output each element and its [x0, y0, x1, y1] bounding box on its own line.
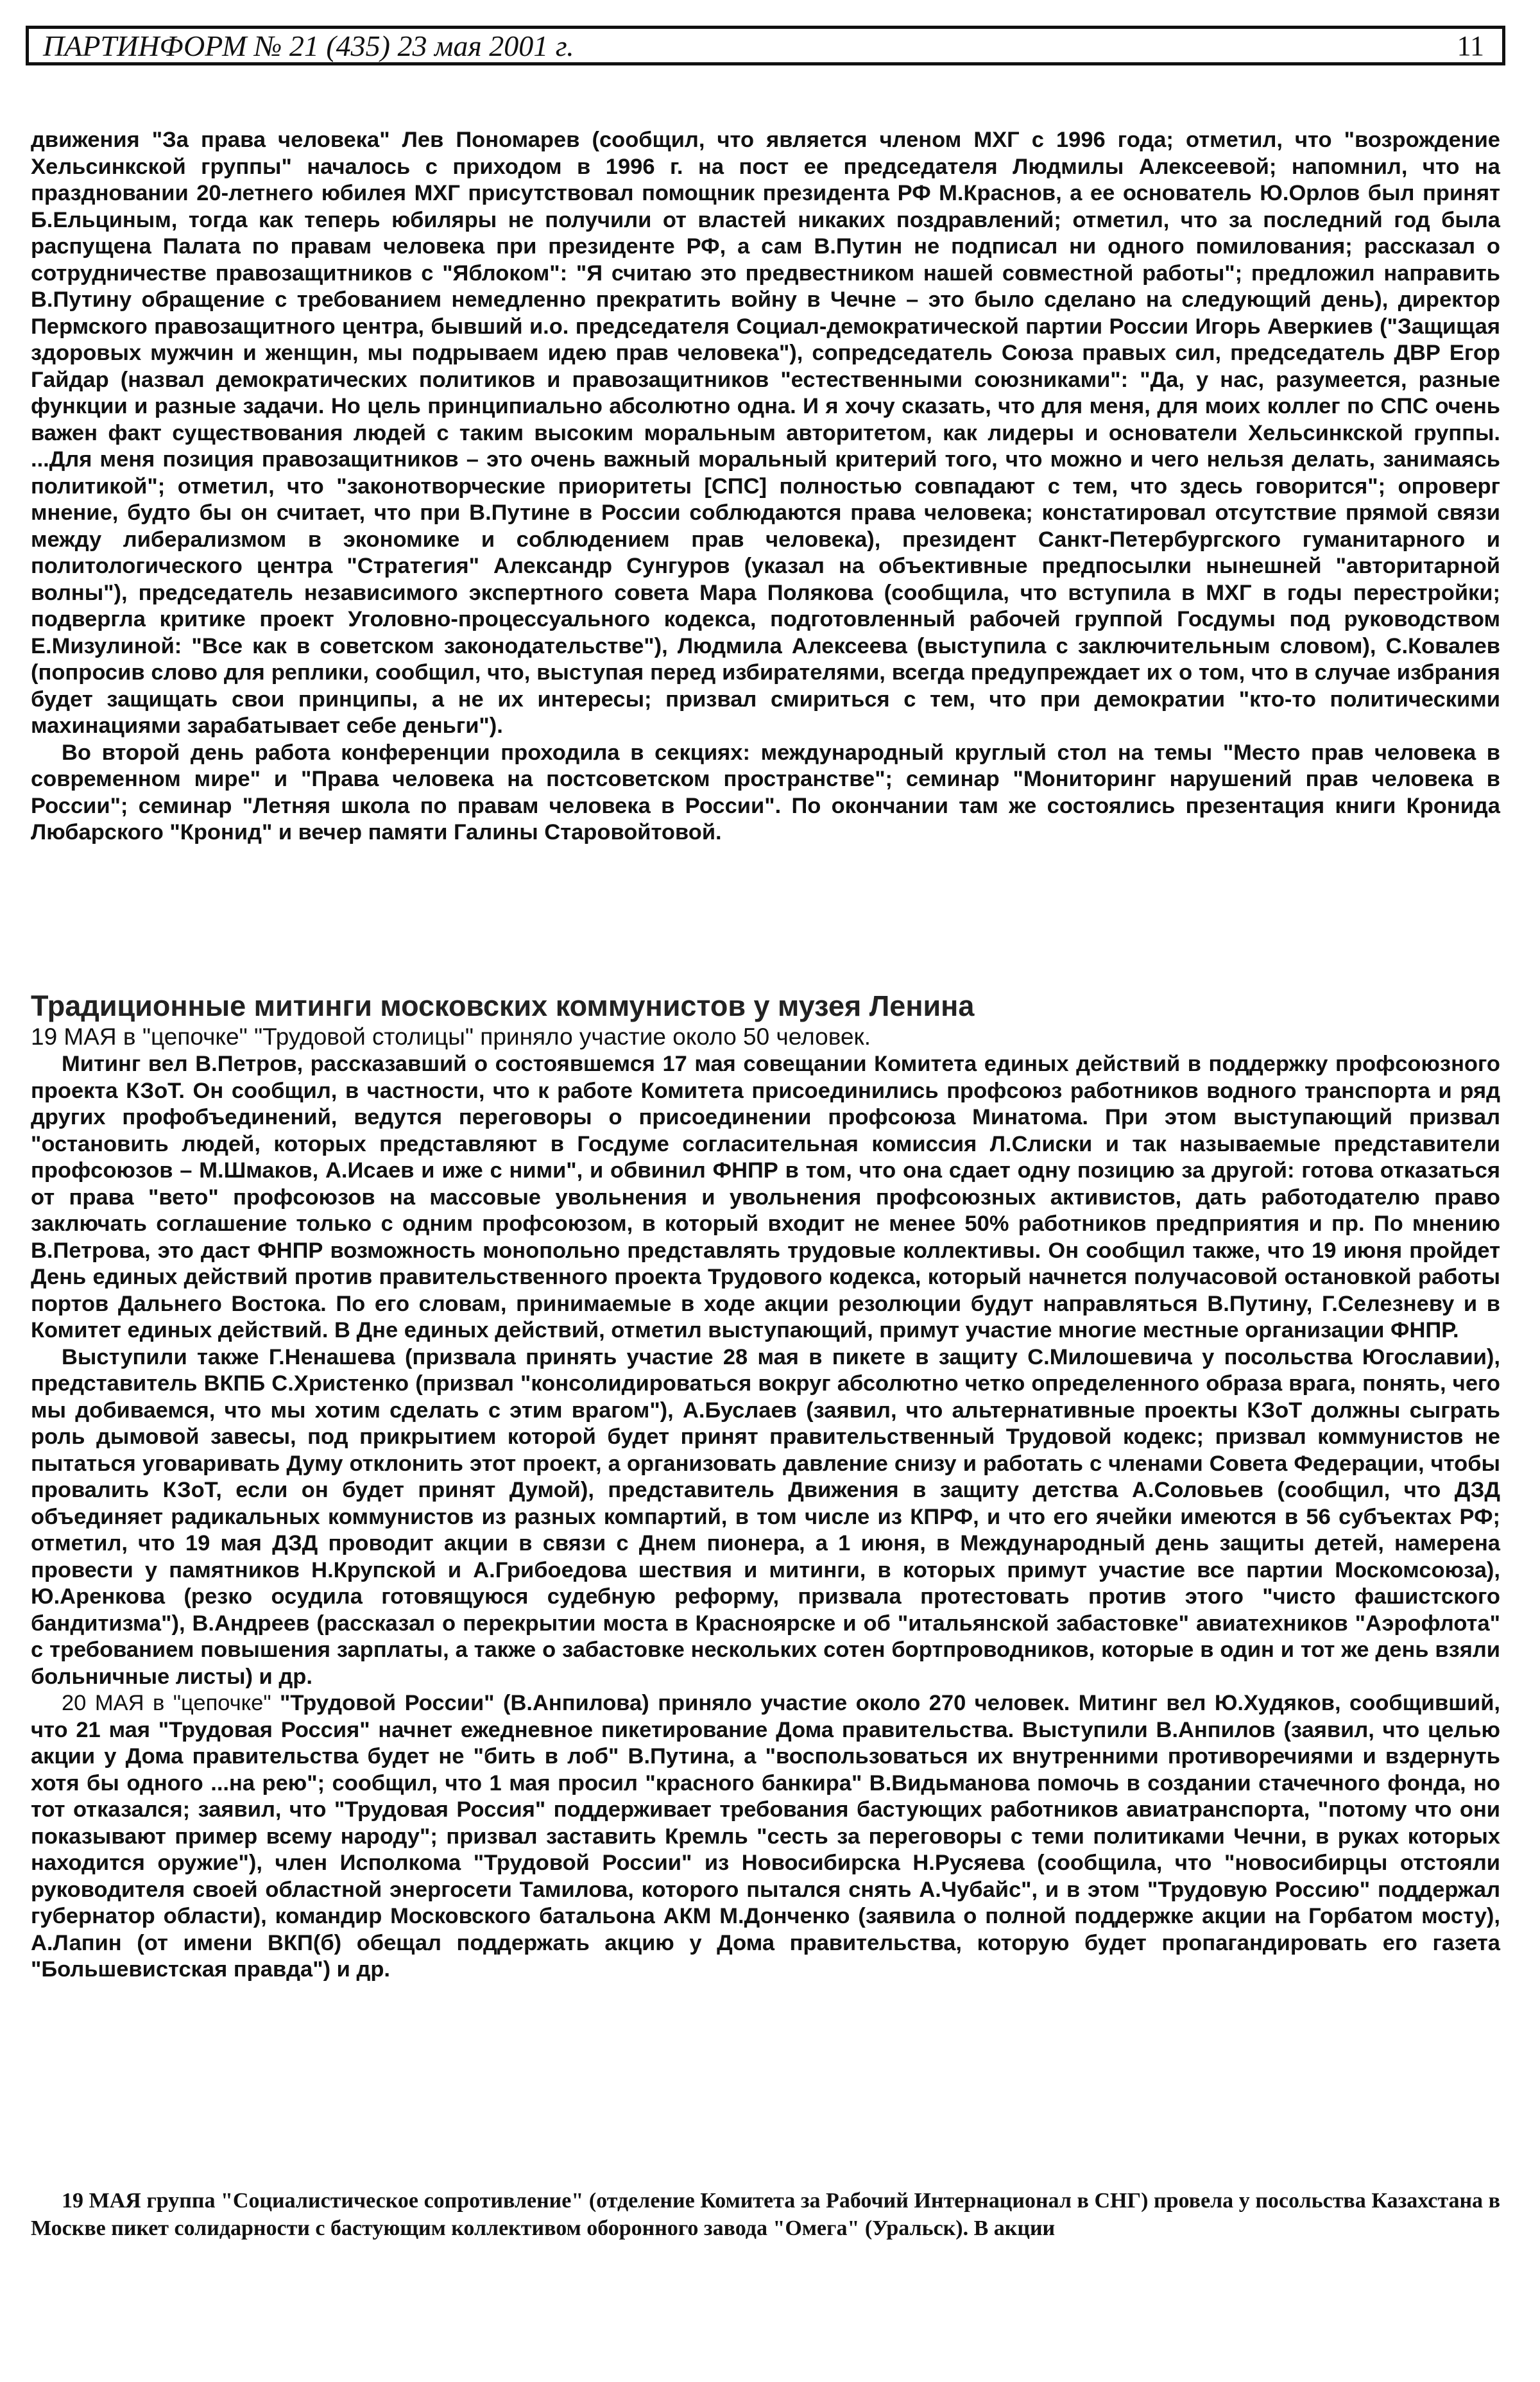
article-subtitle: 19 МАЯ в "цепочке" "Трудовой столицы" приняло участие около 50 человек. [31, 1024, 871, 1050]
page-header [26, 26, 1505, 65]
paragraph: 19 МАЯ группа "Социалистическое сопротивление" (отделение Комитета за Рабочий Интернационал в СНГ) провела у посольства Казахстана в Москве пикет солидарности с бастующим коллективом оборонного завода "Омега" (Уральск). В акции [31, 2189, 1500, 2240]
article-human-rights-conference [31, 127, 1500, 846]
paragraph: движения "За права человека" Лев Пономарев (сообщил, что является членом МХГ с 1996 года; отметил, что "возрождение Хельсинкской группы" началось с приходом в 1996 г. на пост ее председателя Людмилы Алексеевой; напомнил, что на праздновании 20-летнего юбилея МХГ присутствовал помощник президента РФ М.Краснов, а ее основатель Ю.Орлов был принят Б.Ельциным, тогда как теперь юбиляры не получили от властей никаких поздравлений; отметил, что за последний год была распущена Палата по правам человека при президенте РФ, а сам В.Путин не подписал ни одного помилования; рассказал о сотрудничестве правозащитников с "Яблоком": "Я считаю это предвестником нашей совместной работы"; предложил направить В.Путину обращение с требованием немедленно прекратить войну в Чечне – это было сделано на следующий день), директор Пермского правозащитного центра, бывший и.о. председателя Социал-демократической партии России Игорь Аверкиев ("Защищая здоровых мужчин и женщин, мы подрываем идею прав человека"), сопредседатель Союза правых сил, председатель ДВР Егор Гайдар (назвал демократических политиков и правозащитников "естественными союзниками": "Да, у нас, разумеется, разные функции и разные задачи. Но цель принципиально абсолютно одна. И я хочу сказать, что для меня, для моих коллег по СПС очень важен факт существования людей с таким высоким моральным авторитетом, как лидеры и основатели Хельсинкской группы. ...Для меня позиция правозащитников – это очень важный моральный критерий того, что можно и чего нельзя делать, занимаясь политикой"; отметил, что "законотворческие приоритеты [СПС] полностью совпадают с тем, что здесь говорится"; опроверг мнение, будто бы он считает, что при В.Путине в России соблюдаются права человека; констатировал отсутствие прямой связи между либерализмом в экономике и соблюдением прав человека), президент Санкт-Петербургского гуманитарного и политологического центра "Стратегия" Александр Сунгуров (указал на объективные предпосылки нынешней "авторитарной волны"), председатель независимого экспертного совета Мара Полякова (сообщила, что вступила в МХГ в годы перестройки; подвергла критике проект Уголовно-процессуального кодекса, подготовленный рабочей группой Госдумы под руководством Е.Мизулиной: "Все как в советском законодательстве"), Людмила Алексеева (выступила с заключительным словом), С.Ковалев (попросив слово для реплики, сообщил, что, выступая перед избирателями, всегда предупреждает их о том, что в случае избрания будет защищать свои принципы, а не их интересы; призвал смириться с тем, что при демократии "кто-то политическими махинациями зарабатывает себе деньги"). [31, 128, 1500, 738]
paragraph: Выступили также Г.Ненашева (призвала принять участие 28 мая в пикете в защиту С.Милошевича у посольства Югославии), представитель ВКПБ С.Христенко (призвал "консолидироваться вокруг абсолютно четко определенного образа врага, понять, чего мы добиваемся, что мы хотим сделать с этим врагом"), А.Буслаев (заявил, что альтернативные проекты КЗоТ должны сыграть роль дымовой завесы, под прикрытием которой будет принят правительственный Трудовой кодекс; призвал коммунистов не пытаться уговаривать Думу отклонить этот проект, а организовать давление снизу и работать с членами Совета Федерации, чтобы провалить КЗоТ, если он будет принят Думой), представитель Движения в защиту детства А.Соловьев (сообщил, что ДЗД объединяет радикальных коммунистов из разных компартий, в том числе из КПРФ, и что его ячейки имеются в 56 субъектах РФ; отметил, что 19 мая ДЗД проводит акции в связи с Днем пионера, а 1 июня, в Международный день защиты детей, намерена провести у памятников Н.Крупской и А.Грибоедова шествия и митинги, в которых примут участие все партии Москомсоюза), Ю.Аренкова (резко осудила готовящуюся судебную реформу, призвала протестовать против этого "чисто фашистского бандитизма"), В.Андреев (рассказал о перекрытии моста в Красноярске и об "итальянской забастовке" авиатехников "Аэрофлота" с требованием повышения зарплаты, а также о забастовке нескольких сотен бортпроводников, которые в один и тот же день взяли больничные листы) и др. [31, 1344, 1500, 1689]
article-title: Традиционные митинги московских коммунистов у музея Ленина [31, 990, 975, 1022]
paragraph-lead: 20 МАЯ в "цепочке" [62, 1691, 271, 1715]
paragraph [31, 1690, 1500, 1984]
article-communist-rallies [31, 990, 1500, 1984]
article-socialist-resistance [31, 2187, 1500, 2242]
page-number: 11 [1457, 30, 1484, 62]
paragraph: Митинг вел В.Петров, рассказавший о состоявшемся 17 мая совещании Комитета единых действий в поддержку профсоюзного проекта КЗоТ. Он сообщил, в частности, что к работе Комитета присоединились профсоюз работников водного транспорта и ряд других профобъединений, ведутся переговоры о присоединении профсоюза Минатома. При этом выступающий призвал "остановить людей, которых представляют в Госдуме согласительная комиссия Л.Слиски и так называемые представители профсоюзов – М.Шмаков, А.Исаев и иже с ними", и обвинил ФНПР в том, что она сдает одну позицию за другой: готова отказаться от права "вето" профсоюзов на массовые увольнения и увольнения профсоюзных активистов, дать работодателю право заключать соглашение только с одним профсоюзом, в который входит не менее 50% работников предприятия и пр. По мнению В.Петрова, это даст ФНПР возможность монопольно представлять трудовые коллективы. Он сообщил также, что 19 июня пройдет День единых действий против правительственного проекта Трудового кодекса, который начнется получасовой остановкой работы портов Дальнего Востока. По его словам, принимаемые в ходе акции резолюции будут направляться В.Путину, Г.Селезневу и в Комитет единых действий. В Дне единых действий, отметил выступающий, примут участие многие местные организации ФНПР. [31, 1052, 1500, 1342]
paragraph: Во второй день работа конференции проходила в секциях: международный круглый стол на темы "Место прав человека в современном мире" и "Права человека на постсоветском пространстве"; семинар "Мониторинг нарушений прав человека в России"; семинар "Летняя школа по правам человека в России". По окончании там же состоялись презентация книги Кронида Любарского "Кронид" и вечер памяти Галины Старовойтовой. [31, 740, 1500, 844]
paragraph-rest: "Трудовой России" (В.Анпилова) приняло участие около 270 человек. Митинг вел Ю.Худяков, сообщивший, что 21 мая "Трудовая Россия" начнет ежедневное пикетирование Дома правительства. Выступили В.Анпилов (заявил, что целью акции у Дома правительства будет не "бить в лоб" В.Путина, а "воспользоваться их внутренними противоречиями и вздернуть хотя бы одного ...на рею"; сообщил, что 1 мая просил "красного банкира" В.Видьманова помочь в создании стачечного фонда, но тот отказался; заявил, что "Трудовая Россия" поддерживает требования бастующих работников авиатранспорта, "потому что они показывают пример всему народу"; призвал заставить Кремль "сесть за переговоры с теми политиками Чечни, в руках которых находится оружие"), член Исполкома "Трудовой России" из Новосибирска Н.Русяева (сообщила, что "новосибирцы отстояли руководителя своей областной энергосети Тамилова, которого пытался снять А.Чубайс", и в этом "Трудовую Россию" поддержал губернатор области), командир Московского батальона АКМ М.Донченко (заявила о полной поддержке акции на Горбатом мосту), А.Лапин (от имени ВКП(б) обещал поддержать акцию у Дома правительства, которую будет пропагандировать его газета "Большевистская правда") и др. [31, 1691, 1500, 1982]
header-title: ПАРТИНФОРМ № 21 (435) 23 мая 2001 г. [43, 29, 574, 62]
